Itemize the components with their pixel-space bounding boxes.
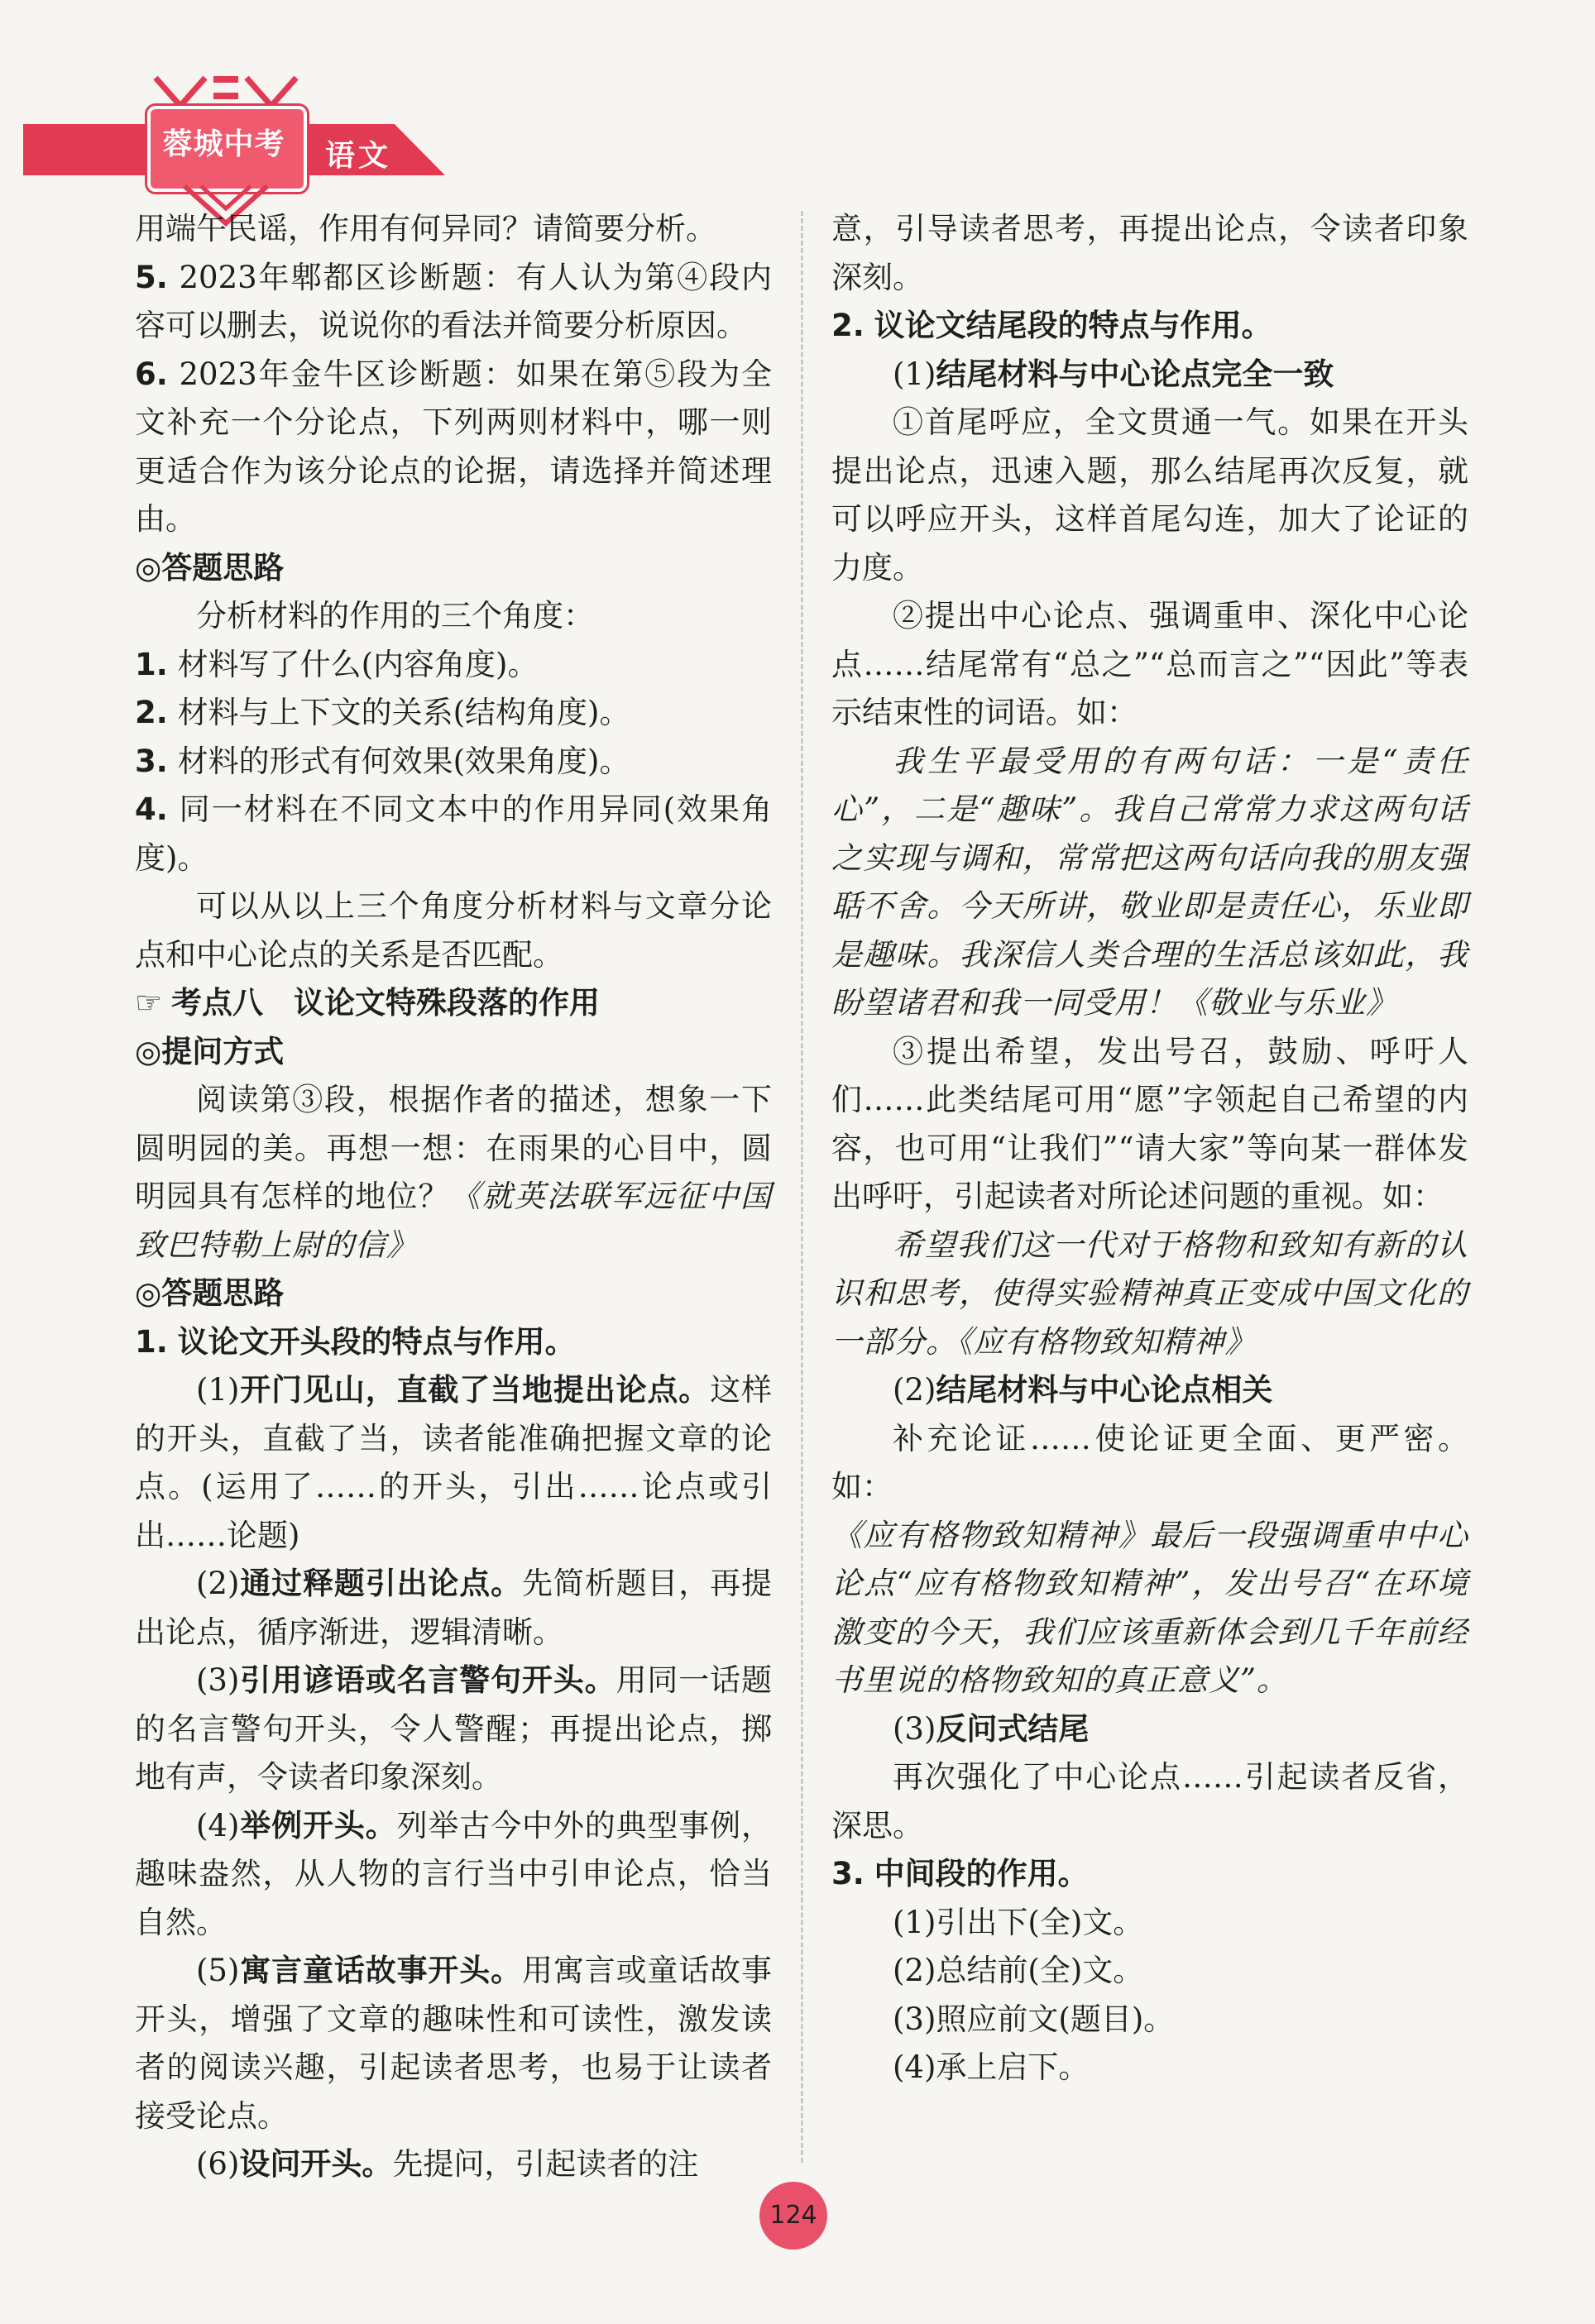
paragraph [135,786,772,882]
body-text: 用端午民谣，作用有何异同？请简要分析。 [135,211,716,246]
body-text: 列举古今中外的典型事例，趣味盎然，从人物的言行当中引申论点，恰当自然。 [135,1807,773,1940]
bold-phrase: 反问式结尾 [936,1710,1090,1747]
paragraph [831,399,1468,592]
subheading: ◎提问方式 [135,1033,285,1069]
numbered-heading: 议论文结尾段的特点与作用。 [874,308,1272,343]
item-number: 4. [135,791,168,827]
subject-label: 语文 [325,139,392,173]
item-number: 6. [135,356,168,392]
body-text: 用同一话题的名言警句开头，令人警醒；再提出论点，掷地有声，令读者印象深刻。 [135,1662,773,1795]
body-text: 补充论证……使论证更全面、更严密。如： [831,1420,1468,1504]
body-text: 先简析题目，再提出论点，循序渐进，逻辑清晰。 [135,1566,773,1650]
section-heading: 考点八 议论文特殊段落的作用 [171,985,600,1021]
item-lead: (4) [196,1807,240,1843]
item-lead: (5) [196,1953,240,1988]
paragraph [135,641,772,690]
bold-phrase: 设问开头。 [239,2146,393,2182]
item-number: 2. [135,695,168,730]
body-text: 材料的形式有何效果(效果角度)。 [177,743,630,779]
paragraph [831,1222,1468,1367]
paragraph [135,882,772,979]
paragraph [135,1560,772,1657]
column-divider [801,211,803,2163]
paragraph [831,1996,1468,2044]
paragraph [831,1366,1468,1415]
bold-phrase: 引用谚语或名言警句开头。 [239,1662,616,1698]
paragraph [831,1415,1468,1512]
bold-phrase: 寓言童话故事开头。 [239,1953,522,1988]
body-text: 阅读第③段，根据作者的描述，想象一下圆明园的美。再想一想：在雨果的心目中，圆明园具有怎样的地位？ [135,1082,772,1214]
body-text: 这样的开头，直截了当，读者能准确把握文章的论点。(运用了……的开头，引出……论点或引出……论题) [135,1372,773,1553]
body-text: (4)承上启下。 [893,2049,1090,2085]
body-text: 2023年郫都区诊断题：有人认为第④段内容可以删去，说说你的看法并简要分析原因。 [135,259,772,343]
bold-phrase: 结尾材料与中心论点完全一致 [936,356,1334,392]
body-text: (1)引出下(全)文。 [893,1904,1144,1940]
paragraph [831,2044,1468,2092]
bold-phrase: 结尾材料与中心论点相关 [936,1372,1273,1408]
body-text: 2023年金牛区诊断题：如果在第⑤段为全文补充一个分论点，下列两则材料中，哪一则更适合作为该分论点的论据，请选择并简述理由。 [135,356,772,537]
paragraph [831,351,1468,399]
body-text: (3)照应前文(题目)。 [893,2001,1175,2037]
item-lead: (1) [196,1372,240,1408]
body-text: 再次强化了中心论点……引起读者反省，深思。 [831,1759,1468,1843]
quoted-passage: 我生平最受用的有两句话：一是“责任心”，二是“趣味”。我自己常常力求这两句话之实现与调和，常常把这两句话向我的朋友强聒不舍。今天所讲，敬业即是责任心，乐业即是趣味。我深信人类合理的生活总该如此，我盼望诸君和我一同受用！《敬业与乐业》 [831,743,1468,1021]
paragraph [135,1802,772,1948]
paragraph [135,544,772,593]
paragraph [135,689,772,738]
body-text: ②提出中心论点、强调重申、深化中心论点……结尾常有“总之”“总而言之”“因此”等表示结束性的词语。如： [831,598,1468,730]
body-text: 意，引导读者思考，再提出论点，令读者印象深刻。 [831,211,1468,295]
body-text: ③提出希望，发出号召，鼓励、呼吁人们……此类结尾可用“愿”字领起自己希望的内容，也可用“让我们”“请大家”等向某一群体发出呼吁，引起读者对所论述问题的重视。如： [831,1033,1468,1214]
item-lead: (1) [893,356,936,392]
body-text: 材料与上下文的关系(结构角度)。 [177,695,630,730]
paragraph [831,1753,1468,1850]
paragraph [831,205,1468,302]
left-column [135,205,772,2189]
body-text: 分析材料的作用的三个角度： [196,598,594,634]
subheading: ◎答题思路 [135,549,285,586]
paragraph [135,205,772,254]
paragraph [135,979,772,1028]
paragraph [135,1318,772,1367]
paragraph [135,1076,772,1270]
paragraph [831,1947,1468,1996]
bold-phrase: 通过释题引出论点。 [239,1566,522,1601]
body-text: 材料写了什么(内容角度)。 [177,646,539,682]
body-text: (2)总结前(全)文。 [893,1953,1144,1988]
paragraph [135,1947,772,2140]
item-lead: (2) [893,1372,936,1408]
item-lead: (3) [893,1710,936,1747]
paragraph [831,1850,1468,1899]
bold-phrase: 举例开头。 [239,1807,397,1843]
paragraph [831,1705,1468,1754]
paragraph [135,2140,772,2189]
item-number: 3. [831,1856,865,1891]
body-text: 用寓言或童话故事开头，增强了文章的趣味性和可读性，激发读者的阅读兴趣，引起读者思考，也易于让读者接受论点。 [135,1953,773,2134]
paragraph [135,1657,772,1802]
body-text: 先提问，引起读者的注 [392,2146,699,2182]
paragraph [831,592,1468,738]
paragraph [831,1028,1468,1222]
quoted-passage: 《应有格物致知精神》最后一段强调重申中心论点“应有格物致知精神”，发出号召“在环境激变的今天，我们应该重新体会到几千年前经书里说的格物致知的真正意义”。 [831,1517,1468,1698]
quoted-passage: 希望我们这一代对于格物和致知有新的认识和思考，使得实验精神真正变成中国文化的一部分。《应有格物致知精神》 [831,1227,1468,1360]
numbered-heading: 议论文开头段的特点与作用。 [177,1323,576,1360]
pointing-hand-icon: ☞ [135,985,163,1021]
paragraph [831,1512,1468,1705]
item-number: 1. [135,1323,168,1360]
paragraph [135,738,772,787]
paragraph [831,302,1468,351]
paragraph [135,351,772,544]
paragraph [135,1366,772,1560]
paragraph [135,1270,772,1318]
paragraph [831,1899,1468,1948]
paragraph [831,738,1468,1028]
paragraph [135,1028,772,1077]
body-text: 可以从以上三个角度分析材料与文章分论点和中心论点的关系是否匹配。 [135,888,772,973]
subheading: ◎答题思路 [135,1275,285,1311]
item-lead: (6) [196,2146,240,2182]
paragraph [135,254,772,351]
page-number: 124 [759,2182,827,2250]
right-column [831,205,1468,2092]
body-text: 同一材料在不同文本中的作用异同(效果角度)。 [135,791,772,876]
item-lead: (2) [196,1566,240,1601]
body-text: ①首尾呼应，全文贯通一气。如果在开头提出论点，迅速入题，那么结尾再次反复，就可以呼应开头，这样首尾勾连，加大了论证的力度。 [831,404,1468,586]
citation: 《就英法联军远征中国致巴特勒上尉的信》 [135,1179,773,1263]
item-number: 2. [831,308,865,343]
item-number: 3. [135,743,168,779]
bold-phrase: 开门见山，直截了当地提出论点。 [239,1372,711,1408]
item-lead: (3) [196,1662,240,1698]
item-number: 5. [135,259,168,295]
item-number: 1. [135,646,168,682]
paragraph [135,592,772,641]
numbered-heading: 中间段的作用。 [874,1856,1089,1891]
brand-title: 蓉城中考 [162,127,285,161]
